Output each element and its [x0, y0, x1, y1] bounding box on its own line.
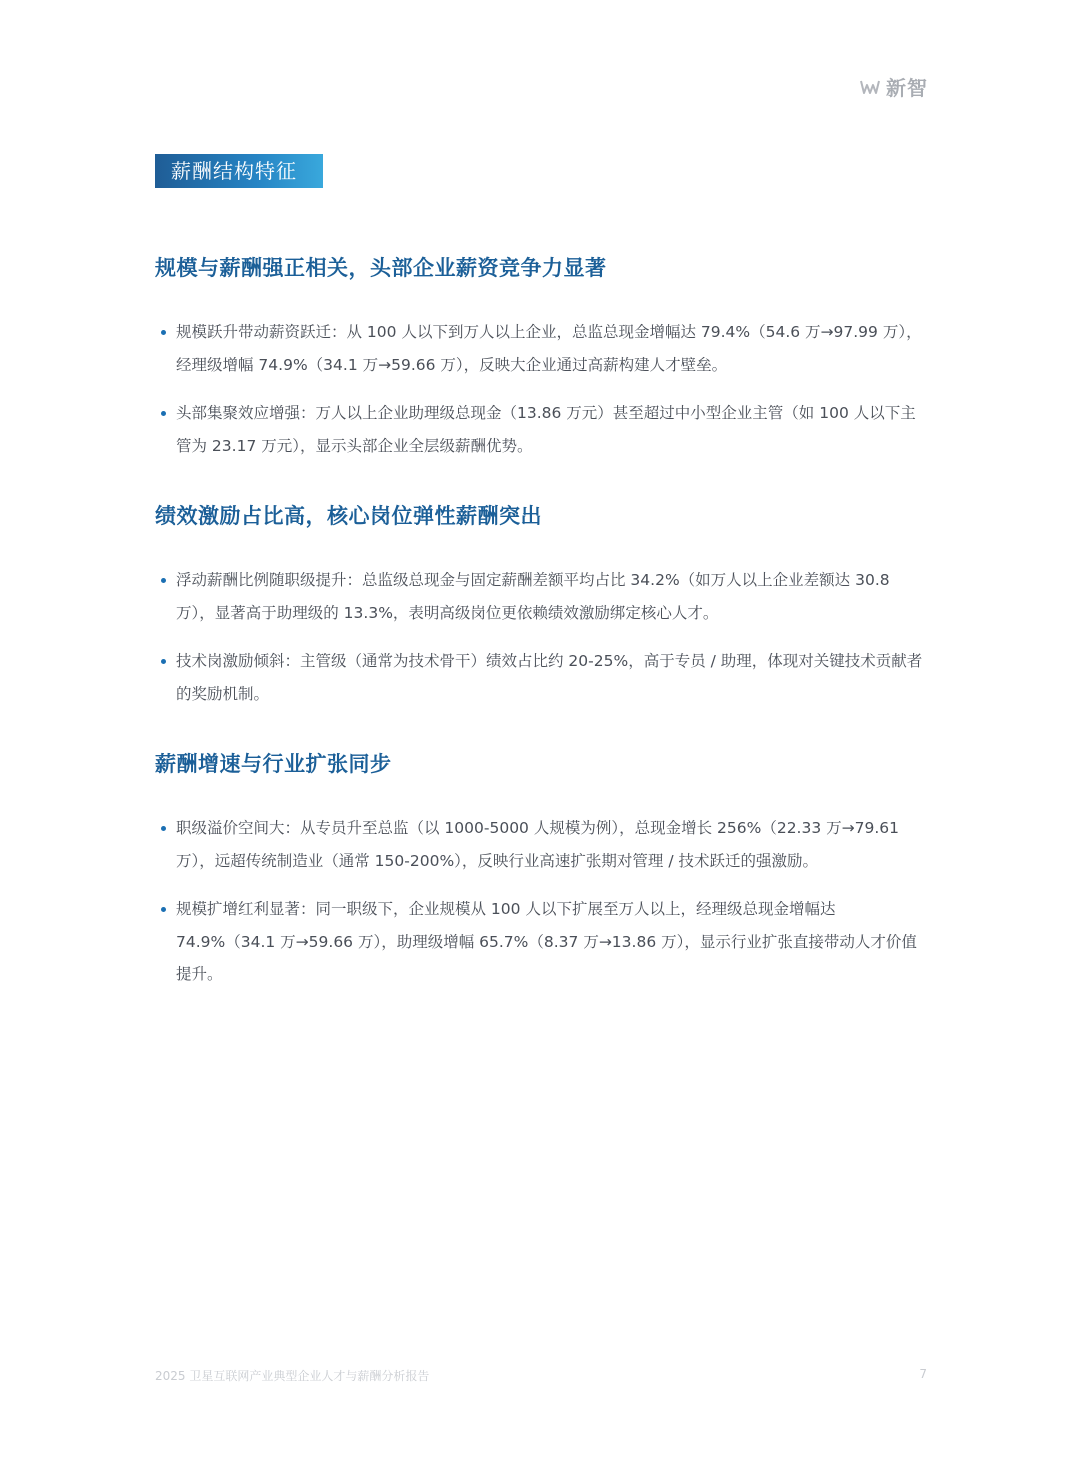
- group-heading: 绩效激励占比高，核心岗位弹性薪酬突出: [155, 504, 542, 528]
- list-item-text: 规模跃升带动薪资跃迁：从 100 人以下到万人以上企业，总监总现金增幅达 79.4%（54.6 万→97.99 万），经理级增幅 74.9%（34.1 万→59.66 万），反映大企业通过高薪构建人才壁垒。: [176, 323, 922, 374]
- bullet-dot-icon: [161, 578, 166, 583]
- list-item-text: 浮动薪酬比例随职级提升：总监级总现金与固定薪酬差额平均占比 34.2%（如万人以上企业差额达 30.8 万），显著高于助理级的 13.3%，表明高级岗位更依赖绩效激励绑定核心人才。: [176, 571, 890, 622]
- list-item-text: 头部集聚效应增强：万人以上企业助理级总现金（13.86 万元）甚至超过中小型企业主管（如 100 人以下主管为 23.17 万元），显示头部企业全层级薪酬优势。: [176, 404, 916, 455]
- brand-name: 新智: [886, 76, 928, 100]
- bullet-list: [155, 812, 927, 991]
- footer-report-title: 2025 卫星互联网产业典型企业人才与薪酬分析报告: [155, 1369, 430, 1383]
- content-group: [155, 498, 927, 710]
- bullet-dot-icon: [161, 826, 166, 831]
- list-item: [155, 645, 927, 710]
- list-item: [155, 564, 927, 629]
- list-item: [155, 812, 927, 877]
- bullet-dot-icon: [161, 659, 166, 664]
- list-item: [155, 893, 927, 991]
- group-heading: 规模与薪酬强正相关，头部企业薪资竞争力显著: [155, 256, 607, 280]
- bullet-dot-icon: [161, 330, 166, 335]
- bullet-list: [155, 316, 927, 462]
- list-item-text: 规模扩增红利显著：同一职级下，企业规模从 100 人以下扩展至万人以上，经理级总现金增幅达 74.9%（34.1 万→59.66 万），助理级增幅 65.7%（8.37 万→13.86 万），显示行业扩张直接带动人才价值提升。: [176, 900, 917, 983]
- wave-logo-icon: [859, 77, 881, 97]
- section-tag: 薪酬结构特征: [155, 154, 323, 188]
- list-item-text: 职级溢价空间大：从专员升至总监（以 1000-5000 人规模为例），总现金增长 256%（22.33 万→79.61 万），远超传统制造业（通常 150-200%），反映行业高速扩张期对管理 / 技术跃迁的强激励。: [176, 819, 899, 870]
- content-group: [155, 746, 927, 991]
- content-group: [155, 250, 927, 462]
- main-content: [155, 250, 927, 1027]
- brand-logo: [859, 72, 928, 101]
- list-item-text: 技术岗激励倾斜：主管级（通常为技术骨干）绩效占比约 20-25%，高于专员 / 助理，体现对关键技术贡献者的奖励机制。: [176, 652, 923, 703]
- page-number: 7: [919, 1367, 927, 1381]
- bullet-list: [155, 564, 927, 710]
- bullet-dot-icon: [161, 411, 166, 416]
- list-item: [155, 316, 927, 381]
- group-heading: 薪酬增速与行业扩张同步: [155, 752, 392, 776]
- list-item: [155, 397, 927, 462]
- bullet-dot-icon: [161, 907, 166, 912]
